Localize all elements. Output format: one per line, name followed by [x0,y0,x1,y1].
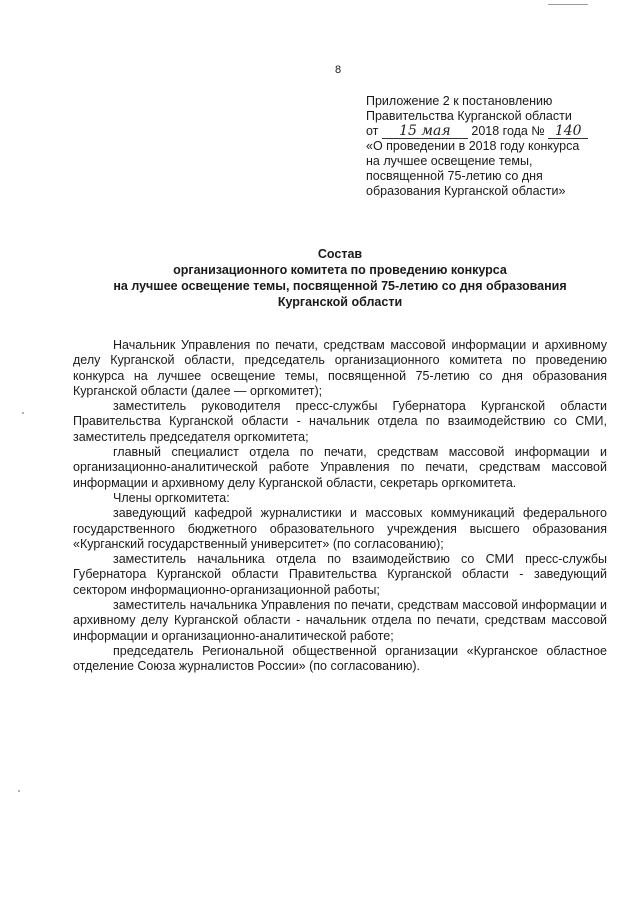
document-title [80,246,600,310]
member-deputy-chairman: заместитель руководителя пресс-службы Губернатора Курганской области Правительства Курганской области - начальник отдела по взаимодействию со СМИ, заместитель председателя оргкомитета; [73,399,607,444]
appendix-line-7: образования Курганской области» [366,184,566,198]
member-department-head: заместитель начальника Управления по печати, средствам массовой информации и архивному делу Курганской области - начальник отдела по печати, средствам массовой информации и организационно-аналитической работе; [73,598,607,643]
handwritten-date: 15 мая [382,125,468,139]
appendix-line-1: Приложение 2 к постановлению [366,94,553,108]
member-university: заведующий кафедрой журналистики и массовых коммуникаций федерального государственного бюджетного образовательного учреждения высшего образования «Курганский государственный университет» (по согласованию); [73,506,607,551]
handwritten-number: 140 [548,125,588,139]
member-secretary: главный специалист отдела по печати, средствам массовой информации и организационно-аналитической работе Управления по печати, средствам массовой информации и архивному делу Курганской области, секретарь оргкомитета. [73,445,607,490]
members-heading: Члены оргкомитета: [113,490,230,505]
title-line-1: Состав [317,247,363,261]
date-prefix: от [366,124,379,138]
committee-list [73,338,607,675]
appendix-line-6: посвященной 75-летию со дня [366,169,543,183]
scan-speck [18,790,20,792]
member-journalists-union: председатель Региональной общественной организации «Курганское областное отделение Союза журналистов России» (по согласованию). [73,643,607,674]
member-chairman: Начальник Управления по печати, средствам массовой информации и архивному делу Курганской области, председатель организационного комитета по проведению конкурса на лучшее освещение темы, посвященной 75-летию со дня образования Курганской области (далее — оргкомитет); [73,338,607,398]
appendix-line-2: Правительства Курганской области [366,109,572,123]
title-line-3: на лучшее освещение темы, посвященной 75-летию со дня образования [113,279,567,293]
page-number: 8 [334,64,342,76]
title-line-4: Курганской области [277,295,403,309]
appendix-block [366,94,616,199]
appendix-line-4: «О проведении в 2018 году конкурса [366,139,580,153]
appendix-line-5: на лучшее освещение темы, [366,154,533,168]
appendix-date-line [366,124,616,139]
scan-speck [548,4,588,5]
member-press-service: заместитель начальника отдела по взаимодействию со СМИ пресс-службы Губернатора Курганской области Правительства Курганской области - заведующий сектором информационно-организационной работы; [73,552,607,597]
title-line-2: организационного комитета по проведению конкурса [173,263,507,277]
date-year: 2018 года № [471,124,545,138]
scan-speck [22,412,24,414]
